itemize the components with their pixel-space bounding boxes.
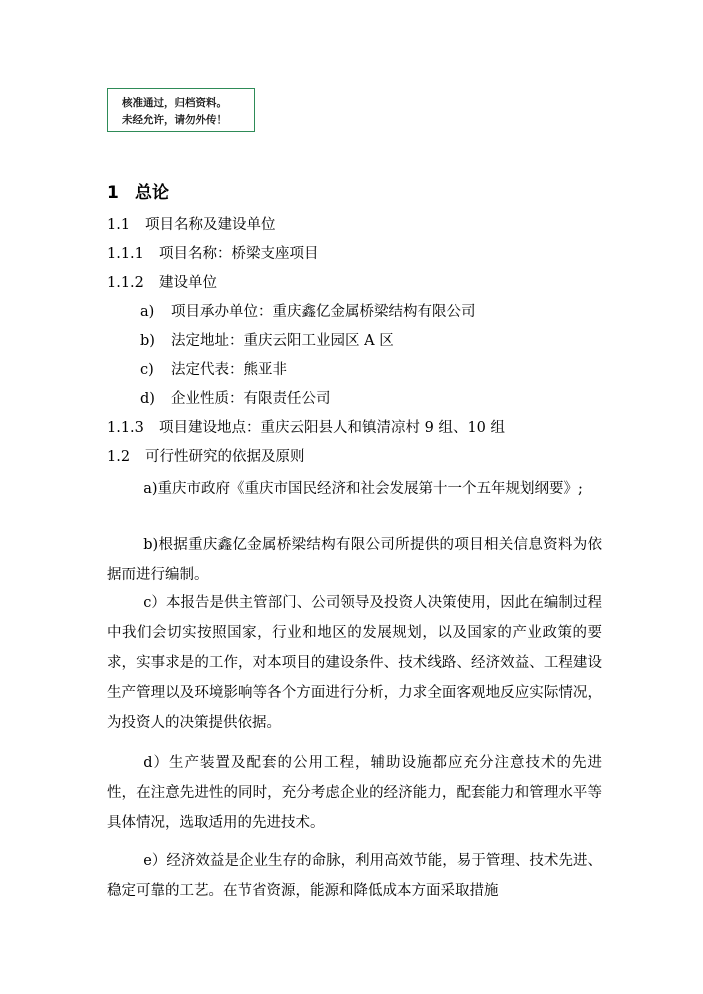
section-number: 1.1.2 bbox=[107, 275, 144, 291]
unit-text: 法定地址：重庆云阳工业园区 A 区 bbox=[171, 333, 394, 349]
section-1-1-2 bbox=[107, 273, 217, 293]
chapter-title: 总论 bbox=[135, 183, 169, 203]
section-number: 1.1.1 bbox=[107, 246, 144, 262]
section-number: 1.2 bbox=[107, 449, 131, 465]
section-text: 项目建设地点：重庆云阳县人和镇清凉村 9 组、10 组 bbox=[159, 420, 506, 436]
section-1-1-1 bbox=[107, 244, 319, 264]
unit-text: 项目承办单位：重庆鑫亿金属桥梁结构有限公司 bbox=[171, 304, 476, 320]
section-text: 项目名称：桥梁支座项目 bbox=[159, 246, 319, 262]
section-text: 建设单位 bbox=[159, 275, 217, 291]
archive-stamp bbox=[107, 88, 255, 132]
paragraph-c: c）本报告是供主管部门、公司领导及投资人决策使用，因此在编制过程中我们会切实按照国家，行业和地区的发展规划，以及国家的产业政策的要求，实事求是的工作，对本项目的建设条件、技术线路、经济效益、工程建设生产管理以及环境影响等各个方面进行分析，力求全面客观地反应实际情况，为投资人的决策提供依据。 bbox=[107, 595, 602, 731]
unit-text: 企业性质：有限责任公司 bbox=[171, 391, 331, 407]
unit-item-c bbox=[140, 360, 287, 380]
section-1-1 bbox=[107, 215, 276, 235]
unit-letter: c) bbox=[140, 362, 154, 378]
section-1-1-3 bbox=[107, 418, 505, 438]
section-title: 项目名称及建设单位 bbox=[145, 217, 276, 233]
stamp-line-2: 未经允许，请勿外传！ bbox=[122, 114, 227, 126]
unit-item-a bbox=[140, 302, 476, 322]
section-1-2 bbox=[107, 447, 305, 467]
paragraph-d: d）生产装置及配套的公用工程，辅助设施都应充分注意技术的先进性，在注意先进性的同时，充分考虑企业的经济能力，配套能力和管理水平等具体情况，选取适用的先进技术。 bbox=[107, 755, 602, 831]
unit-item-b bbox=[140, 331, 394, 351]
chapter-number: 1 bbox=[107, 183, 119, 203]
section-title: 可行性研究的依据及原则 bbox=[145, 449, 305, 465]
unit-letter: d) bbox=[140, 391, 155, 407]
chapter-heading bbox=[107, 183, 169, 203]
unit-letter: a) bbox=[140, 304, 155, 320]
paragraph-e: e）经济效益是企业生存的命脉，利用高效节能，易于管理、技术先进、稳定可靠的工艺。在节省资源，能源和降低成本方面采取措施 bbox=[107, 853, 602, 899]
unit-item-d bbox=[140, 389, 331, 409]
unit-letter: b) bbox=[140, 333, 155, 349]
section-number: 1.1.3 bbox=[107, 420, 144, 436]
section-number: 1.1 bbox=[107, 217, 131, 233]
stamp-line-1: 核准通过，归档资料。 bbox=[122, 97, 227, 109]
paragraph-b: b)根据重庆鑫亿金属桥梁结构有限公司所提供的项目相关信息资料为依据而进行编制。 bbox=[107, 537, 602, 583]
unit-text: 法定代表：熊亚非 bbox=[171, 362, 287, 378]
paragraph-a: a)重庆市政府《重庆市国民经济和社会发展第十一个五年规划纲要》; bbox=[143, 481, 583, 497]
